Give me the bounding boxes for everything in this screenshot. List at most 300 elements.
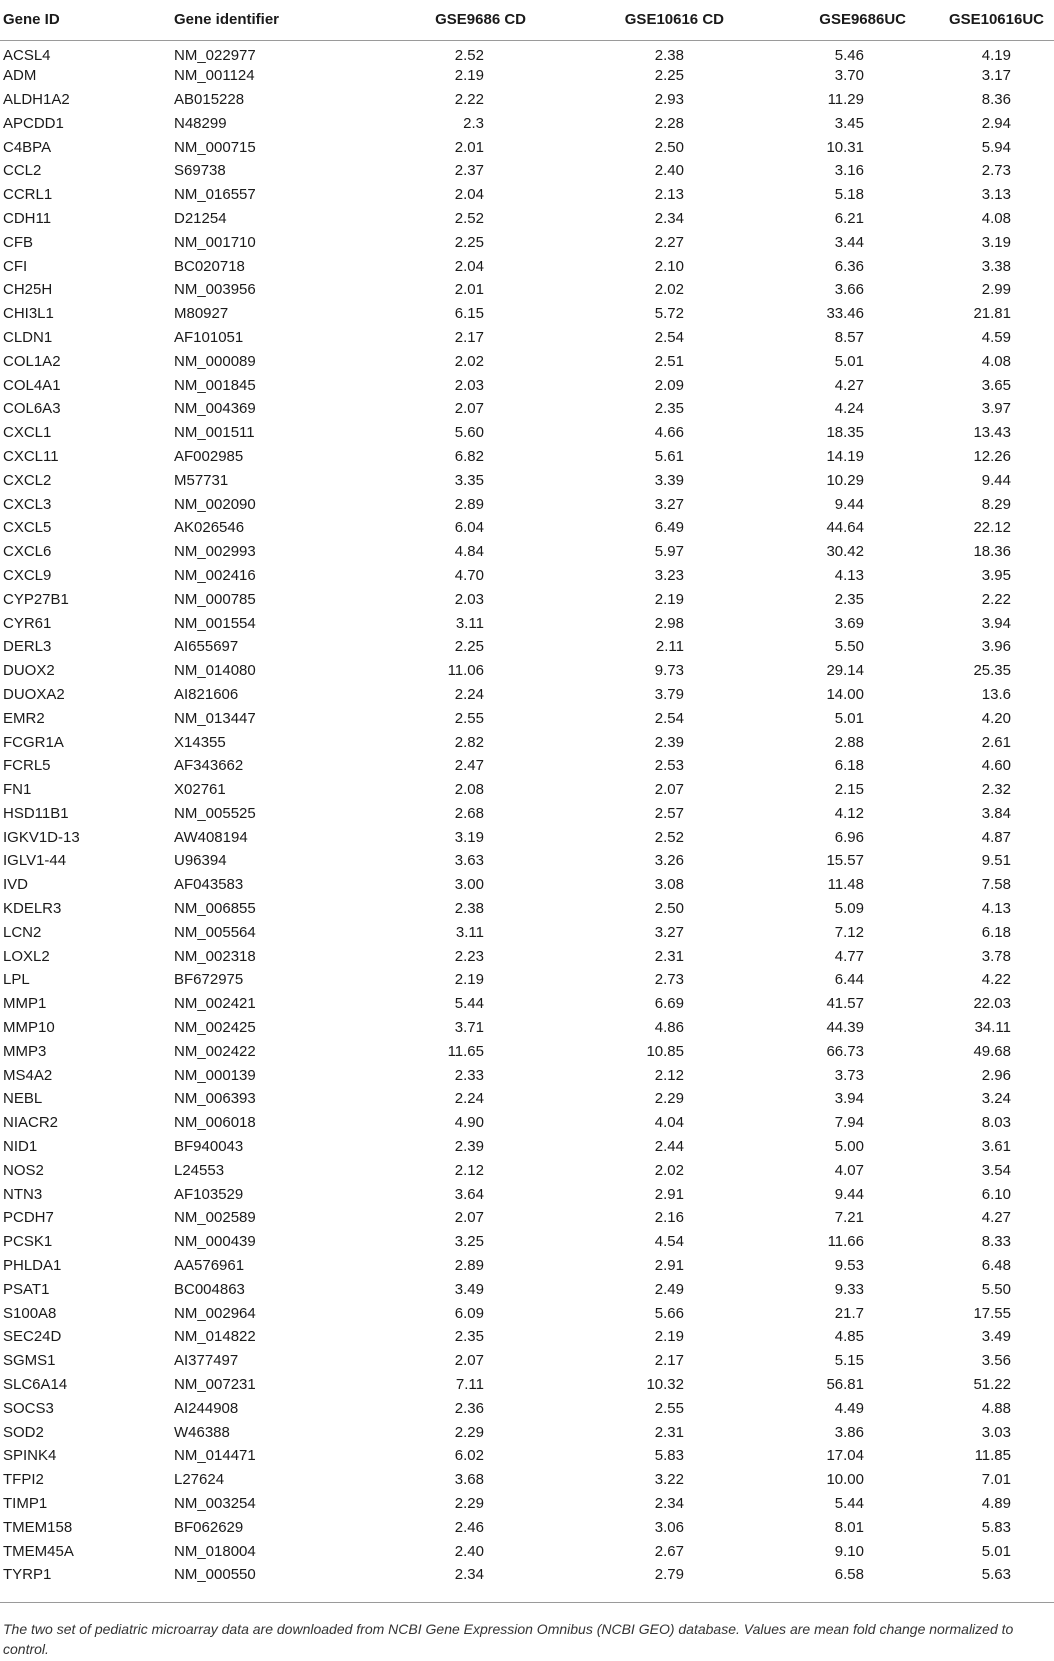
cell-gse10616-uc: 8.33 [981,1233,1011,1251]
cell-gse9686-uc: 5.18 [834,186,864,204]
cell-gene-id: LOXL2 [3,947,50,965]
cell-gene-identifier: AA576961 [174,1257,245,1275]
cell-gse10616-uc: 51.22 [973,1376,1011,1394]
cell-gse9686-uc: 3.86 [834,1423,864,1441]
table-row [0,1016,1054,1040]
cell-gse10616-uc: 3.94 [981,614,1011,632]
cell-gse10616-cd: 3.27 [654,923,684,941]
cell-gene-id: CH25H [3,281,53,299]
cell-gse10616-cd: 2.25 [654,67,684,85]
cell-gene-id: SOCS3 [3,1399,54,1417]
cell-gse10616-cd: 2.91 [654,1185,684,1203]
cell-gse10616-cd: 4.66 [654,424,684,442]
cell-gse9686-uc: 6.44 [834,971,864,989]
cell-gse10616-cd: 4.04 [654,1114,684,1132]
cell-gse10616-cd: 2.34 [654,209,684,227]
cell-gse9686-cd: 2.25 [454,233,484,251]
table-row [0,468,1054,492]
cell-gse10616-cd: 6.49 [654,519,684,537]
cell-gene-id: CXCL6 [3,543,52,561]
cell-gse9686-uc: 7.94 [834,1114,864,1132]
cell-gse10616-uc: 4.27 [981,1209,1011,1227]
cell-gene-identifier: NM_001124 [174,67,255,85]
cell-gse10616-cd: 9.73 [654,662,684,680]
cell-gse10616-uc: 3.65 [981,376,1011,394]
cell-gene-id: CFI [3,257,28,275]
cell-gse10616-uc: 4.87 [981,828,1011,846]
cell-gse10616-uc: 5.50 [981,1280,1011,1298]
cell-gene-id: IVD [3,876,29,894]
table-row [0,1373,1054,1397]
cell-gse10616-uc: 2.32 [981,781,1011,799]
cell-gse10616-cd: 2.07 [654,781,684,799]
cell-gse9686-uc: 9.53 [834,1257,864,1275]
cell-gse10616-cd: 2.53 [654,757,684,775]
cell-gene-identifier: NM_002421 [174,995,256,1013]
cell-gse10616-uc: 4.22 [981,971,1011,989]
cell-gse10616-uc: 4.88 [981,1399,1011,1417]
cell-gse9686-cd: 6.82 [454,447,484,465]
cell-gene-identifier: NM_013447 [174,709,256,727]
cell-gse9686-cd: 3.00 [454,876,484,894]
cell-gene-id: DERL3 [3,638,52,656]
table-row [0,1468,1054,1492]
table-bottom-rule [0,1602,1054,1603]
cell-gene-identifier: NM_014471 [174,1447,256,1465]
cell-gene-id: TFPI2 [3,1471,44,1489]
cell-gse9686-cd: 2.47 [454,757,484,775]
table-row [0,1111,1054,1135]
cell-gene-id: CXCL2 [3,471,52,489]
cell-gse10616-cd: 2.28 [654,114,684,132]
cell-gse10616-cd: 2.54 [654,709,684,727]
cell-gse10616-uc: 5.83 [981,1518,1011,1536]
cell-gse9686-cd: 11.65 [447,1042,484,1060]
cell-gene-identifier: NM_001710 [174,233,256,251]
cell-gse9686-cd: 2.33 [454,1066,484,1084]
cell-gse10616-cd: 2.29 [654,1090,684,1108]
cell-gene-identifier: NM_000550 [174,1566,256,1584]
table-row [0,873,1054,897]
cell-gene-identifier: L24553 [174,1161,225,1179]
cell-gene-identifier: NM_002416 [174,566,256,584]
cell-gene-id: ACSL4 [3,46,51,64]
header-gse10616-cd: GSE10616 CD [536,0,734,40]
cell-gene-id: PHLDA1 [3,1257,62,1275]
cell-gse10616-uc: 3.54 [981,1161,1011,1179]
cell-gse9686-uc: 21.7 [834,1304,864,1322]
cell-gene-id: IGKV1D-13 [3,828,80,846]
cell-gene-id: S100A8 [3,1304,57,1322]
cell-gse10616-uc: 2.94 [981,114,1011,132]
cell-gene-id: ALDH1A2 [3,90,70,108]
cell-gse9686-cd: 2.29 [454,1423,484,1441]
cell-gene-id: FN1 [3,781,32,799]
cell-gene-identifier: NM_005564 [174,923,256,941]
cell-gse10616-uc: 3.03 [981,1423,1011,1441]
cell-gse10616-cd: 2.10 [654,257,684,275]
cell-gene-id: TMEM45A [3,1542,74,1560]
cell-gse9686-uc: 3.45 [834,114,864,132]
cell-gse10616-uc: 25.35 [973,662,1011,680]
cell-gene-identifier: BF062629 [174,1518,244,1536]
cell-gene-id: CXCL11 [3,447,59,465]
cell-gse10616-cd: 3.08 [654,876,684,894]
cell-gse10616-cd: 10.32 [646,1376,684,1394]
table-row [0,445,1054,469]
cell-gse10616-uc: 4.60 [981,757,1011,775]
cell-gse10616-cd: 3.23 [654,566,684,584]
cell-gse10616-cd: 2.98 [654,614,684,632]
cell-gse10616-cd: 2.51 [654,352,684,370]
cell-gene-id: MMP10 [3,1019,55,1037]
cell-gene-identifier: NM_016557 [174,186,256,204]
table-row [0,778,1054,802]
cell-gene-id: CXCL3 [3,495,52,513]
table-row [0,1158,1054,1182]
cell-gse10616-cd: 2.79 [654,1566,684,1584]
cell-gene-id: SOD2 [3,1423,44,1441]
table-row [0,540,1054,564]
table-row [0,159,1054,183]
cell-gene-identifier: NM_002589 [174,1209,256,1227]
cell-gse9686-uc: 3.94 [834,1090,864,1108]
cell-gene-id: EMR2 [3,709,45,727]
cell-gse9686-cd: 3.19 [454,828,484,846]
cell-gse10616-cd: 5.97 [654,543,684,561]
cell-gene-identifier: BC004863 [174,1280,245,1298]
cell-gene-identifier: X14355 [174,733,226,751]
table-row [0,1325,1054,1349]
table-row [0,1039,1054,1063]
header-gse9686-uc: GSE9686UC [734,0,916,40]
cell-gene-id: NOS2 [3,1161,44,1179]
cell-gene-identifier: NM_002422 [174,1042,256,1060]
cell-gse10616-cd: 2.40 [654,162,684,180]
cell-gse10616-uc: 5.63 [981,1566,1011,1584]
cell-gse10616-cd: 2.11 [655,638,684,656]
cell-gene-identifier: NM_002993 [174,543,256,561]
cell-gse10616-cd: 2.49 [654,1280,684,1298]
cell-gse10616-uc: 2.22 [981,590,1011,608]
table-row [0,730,1054,754]
cell-gse9686-cd: 6.15 [454,305,484,323]
cell-gene-id: FCGR1A [3,733,64,751]
cell-gene-id: CFB [3,233,33,251]
cell-gse9686-uc: 10.29 [826,471,864,489]
cell-gse10616-uc: 18.36 [973,543,1011,561]
cell-gse9686-uc: 2.15 [834,781,864,799]
cell-gene-identifier: NM_022977 [174,46,256,64]
cell-gene-identifier: NM_005525 [174,804,256,822]
cell-gse9686-uc: 4.49 [834,1399,864,1417]
cell-gse10616-cd: 2.67 [654,1542,684,1560]
cell-gse10616-cd: 2.02 [654,281,684,299]
cell-gse10616-uc: 4.20 [981,709,1011,727]
table-row [0,849,1054,873]
cell-gene-id: C4BPA [3,138,52,156]
cell-gse9686-cd: 2.24 [454,685,484,703]
cell-gse9686-cd: 2.01 [454,281,484,299]
cell-gene-id: PCDH7 [3,1209,54,1227]
cell-gse9686-uc: 3.73 [834,1066,864,1084]
cell-gse10616-uc: 5.01 [981,1542,1011,1560]
cell-gene-id: APCDD1 [3,114,64,132]
cell-gse9686-cd: 2.04 [454,257,484,275]
cell-gene-id: CDH11 [3,209,52,227]
cell-gse10616-uc: 3.95 [981,566,1011,584]
table-row [0,992,1054,1016]
cell-gse9686-cd: 5.44 [454,995,484,1013]
cell-gse10616-cd: 3.79 [654,685,684,703]
cell-gse9686-cd: 2.01 [454,138,484,156]
cell-gse9686-uc: 33.46 [826,305,864,323]
cell-gene-identifier: NM_003254 [174,1495,256,1512]
header-gse10616-uc: GSE10616UC [916,0,1054,40]
cell-gse9686-cd: 6.02 [454,1447,484,1465]
cell-gse9686-uc: 3.16 [834,162,864,180]
table-row [0,754,1054,778]
header-gse9686-cd: GSE9686 CD [362,0,536,40]
cell-gene-id: CLDN1 [3,328,53,346]
table-row [0,88,1054,112]
cell-gse9686-uc: 3.44 [834,233,864,251]
cell-gse9686-cd: 7.11 [455,1376,484,1394]
cell-gse10616-uc: 6.10 [981,1185,1011,1203]
cell-gse9686-uc: 17.04 [826,1447,864,1465]
cell-gene-id: TYRP1 [3,1566,52,1584]
cell-gse9686-cd: 2.23 [454,947,484,965]
cell-gse10616-uc: 6.18 [981,923,1011,941]
cell-gse10616-cd: 3.26 [654,852,684,870]
cell-gene-identifier: NM_001511 [174,424,255,442]
cell-gse9686-uc: 9.44 [834,495,864,513]
cell-gene-id: TMEM158 [3,1518,73,1536]
cell-gse10616-cd: 2.50 [654,138,684,156]
cell-gene-id: CCRL1 [3,186,53,204]
cell-gse9686-uc: 11.66 [827,1233,864,1251]
table-row [0,135,1054,159]
cell-gse9686-cd: 2.38 [454,900,484,918]
cell-gene-id: LPL [3,971,30,989]
table-row [0,254,1054,278]
cell-gse9686-uc: 41.57 [826,995,864,1013]
table-row [0,516,1054,540]
cell-gse9686-cd: 2.29 [454,1495,484,1512]
cell-gene-id: CXCL5 [3,519,52,537]
cell-gene-identifier: NM_014080 [174,662,256,680]
cell-gene-id: IGLV1-44 [3,852,67,870]
cell-gse9686-cd: 6.09 [454,1304,484,1322]
cell-gene-id: ADM [3,67,37,85]
cell-gse10616-uc: 34.11 [974,1019,1011,1037]
cell-gse10616-cd: 3.06 [654,1518,684,1536]
cell-gene-identifier: NM_002964 [174,1304,256,1322]
table-row [0,64,1054,88]
cell-gse9686-uc: 7.21 [834,1209,864,1227]
cell-gse10616-uc: 49.68 [973,1042,1011,1060]
cell-gse10616-cd: 2.93 [654,90,684,108]
cell-gse9686-cd: 2.52 [454,46,484,64]
cell-gse9686-uc: 3.69 [834,614,864,632]
table-row [0,207,1054,231]
cell-gene-id: CXCL9 [3,566,52,584]
cell-gse9686-uc: 4.13 [834,566,864,584]
table-row [0,1539,1054,1563]
table-row [0,1492,1054,1516]
cell-gse9686-uc: 6.58 [834,1566,864,1584]
cell-gse9686-uc: 6.18 [834,757,864,775]
cell-gse9686-uc: 9.44 [834,1185,864,1203]
cell-gse10616-uc: 12.26 [973,447,1011,465]
cell-gse10616-uc: 2.73 [981,162,1011,180]
cell-gse10616-cd: 2.31 [654,1423,684,1441]
cell-gse10616-uc: 8.36 [981,90,1011,108]
table-row [0,1349,1054,1373]
cell-gse9686-cd: 3.25 [454,1233,484,1251]
cell-gene-identifier: NM_001845 [174,376,256,394]
table-row [0,659,1054,683]
cell-gse9686-uc: 6.36 [834,257,864,275]
table-row [0,183,1054,207]
cell-gse10616-cd: 4.86 [654,1019,684,1037]
cell-gse9686-cd: 3.63 [454,852,484,870]
cell-gse9686-cd: 4.70 [454,566,484,584]
cell-gene-id: NIACR2 [3,1114,59,1132]
cell-gse10616-cd: 2.02 [654,1161,684,1179]
cell-gse9686-uc: 15.57 [826,852,864,870]
cell-gse10616-cd: 2.50 [654,900,684,918]
cell-gene-id: HSD11B1 [3,804,69,822]
cell-gse9686-cd: 3.35 [454,471,484,489]
cell-gse10616-cd: 2.39 [654,733,684,751]
cell-gse9686-cd: 3.49 [454,1280,484,1298]
cell-gse10616-cd: 2.55 [654,1399,684,1417]
cell-gene-identifier: NM_014822 [174,1328,256,1346]
cell-gene-id: NID1 [3,1138,38,1156]
cell-gene-identifier: X02761 [174,781,226,799]
cell-gse10616-uc: 11.85 [974,1447,1011,1465]
cell-gene-identifier: AI655697 [174,638,239,656]
cell-gse10616-uc: 6.48 [981,1257,1011,1275]
cell-gse9686-cd: 3.71 [454,1019,484,1037]
cell-gene-id: TIMP1 [3,1495,48,1512]
cell-gse9686-uc: 5.46 [834,46,864,64]
cell-gse9686-cd: 2.52 [454,209,484,227]
cell-gse9686-uc: 66.73 [826,1042,864,1060]
cell-gse9686-uc: 14.00 [826,685,864,703]
cell-gene-identifier: NM_000439 [174,1233,256,1251]
cell-gse9686-uc: 14.19 [826,447,864,465]
cell-gse10616-uc: 7.58 [981,876,1011,894]
cell-gene-identifier: NM_002318 [174,947,256,965]
cell-gse10616-cd: 2.54 [654,328,684,346]
cell-gse10616-uc: 13.6 [981,685,1011,703]
table-row [0,635,1054,659]
cell-gse9686-uc: 5.01 [834,709,864,727]
cell-gene-id: DUOX2 [3,662,55,680]
cell-gene-identifier: AF343662 [174,757,244,775]
cell-gse9686-cd: 2.55 [454,709,484,727]
cell-gene-identifier: U96394 [174,852,227,870]
header-gene-id: Gene ID [0,0,172,40]
table-row [0,802,1054,826]
cell-gene-identifier: NM_002090 [174,495,256,513]
cell-gse9686-uc: 44.39 [826,1019,864,1037]
cell-gse9686-cd: 2.07 [454,1352,484,1370]
cell-gse10616-uc: 3.17 [981,67,1011,85]
table-row [0,683,1054,707]
cell-gene-id: PSAT1 [3,1280,50,1298]
cell-gse10616-uc: 4.89 [981,1495,1011,1512]
cell-gse9686-cd: 5.60 [454,424,484,442]
cell-gse9686-uc: 56.81 [826,1376,864,1394]
cell-gene-identifier: NM_000089 [174,352,256,370]
cell-gene-identifier: NM_007231 [174,1376,256,1394]
cell-gse10616-uc: 3.97 [981,400,1011,418]
cell-gene-identifier: NM_000785 [174,590,256,608]
cell-gse9686-uc: 5.09 [834,900,864,918]
cell-gse9686-uc: 2.88 [834,733,864,751]
cell-gse10616-uc: 2.96 [981,1066,1011,1084]
cell-gse10616-cd: 5.83 [654,1447,684,1465]
cell-gene-id: COL6A3 [3,400,61,418]
table-body [0,40,1054,1587]
cell-gene-identifier: NM_018004 [174,1542,256,1560]
table-row [0,1087,1054,1111]
cell-gene-id: LCN2 [3,923,42,941]
cell-gse9686-uc: 5.44 [834,1495,864,1512]
cell-gene-identifier: AK026546 [174,519,245,537]
cell-gse10616-uc: 4.08 [981,209,1011,227]
cell-gse10616-cd: 2.09 [654,376,684,394]
cell-gse9686-uc: 11.48 [827,876,864,894]
cell-gene-id: KDELR3 [3,900,62,918]
cell-gse9686-cd: 2.35 [454,1328,484,1346]
cell-gse10616-uc: 7.01 [981,1471,1011,1489]
cell-gse9686-uc: 3.70 [834,67,864,85]
cell-gene-id: PCSK1 [3,1233,53,1251]
cell-gse10616-cd: 2.13 [654,186,684,204]
cell-gse10616-uc: 3.61 [981,1138,1011,1156]
cell-gse10616-uc: 5.94 [981,138,1011,156]
cell-gene-id: SGMS1 [3,1352,56,1370]
cell-gene-identifier: NM_000139 [174,1066,256,1084]
cell-gse10616-uc: 8.29 [981,495,1011,513]
cell-gene-identifier: NM_000715 [174,138,256,156]
table-row [0,40,1054,64]
cell-gse9686-cd: 2.19 [454,67,484,85]
cell-gse10616-cd: 10.85 [646,1042,684,1060]
cell-gse9686-cd: 3.11 [455,614,484,632]
cell-gse10616-cd: 2.16 [654,1209,684,1227]
cell-gse10616-cd: 4.54 [654,1233,684,1251]
cell-gse9686-cd: 3.64 [454,1185,484,1203]
cell-gene-identifier: AF043583 [174,876,244,894]
cell-gse9686-uc: 10.31 [826,138,864,156]
cell-gse10616-uc: 4.19 [981,46,1011,64]
cell-gene-id: MMP1 [3,995,47,1013]
cell-gse9686-uc: 9.33 [834,1280,864,1298]
cell-gse10616-uc: 3.24 [981,1090,1011,1108]
cell-gse10616-uc: 4.59 [981,328,1011,346]
cell-gse10616-cd: 2.73 [654,971,684,989]
cell-gse9686-cd: 2.03 [454,376,484,394]
cell-gse9686-uc: 5.15 [834,1352,864,1370]
cell-gse9686-cd: 2.24 [454,1090,484,1108]
cell-gene-identifier: AB015228 [174,90,245,108]
cell-gse10616-cd: 2.44 [654,1138,684,1156]
